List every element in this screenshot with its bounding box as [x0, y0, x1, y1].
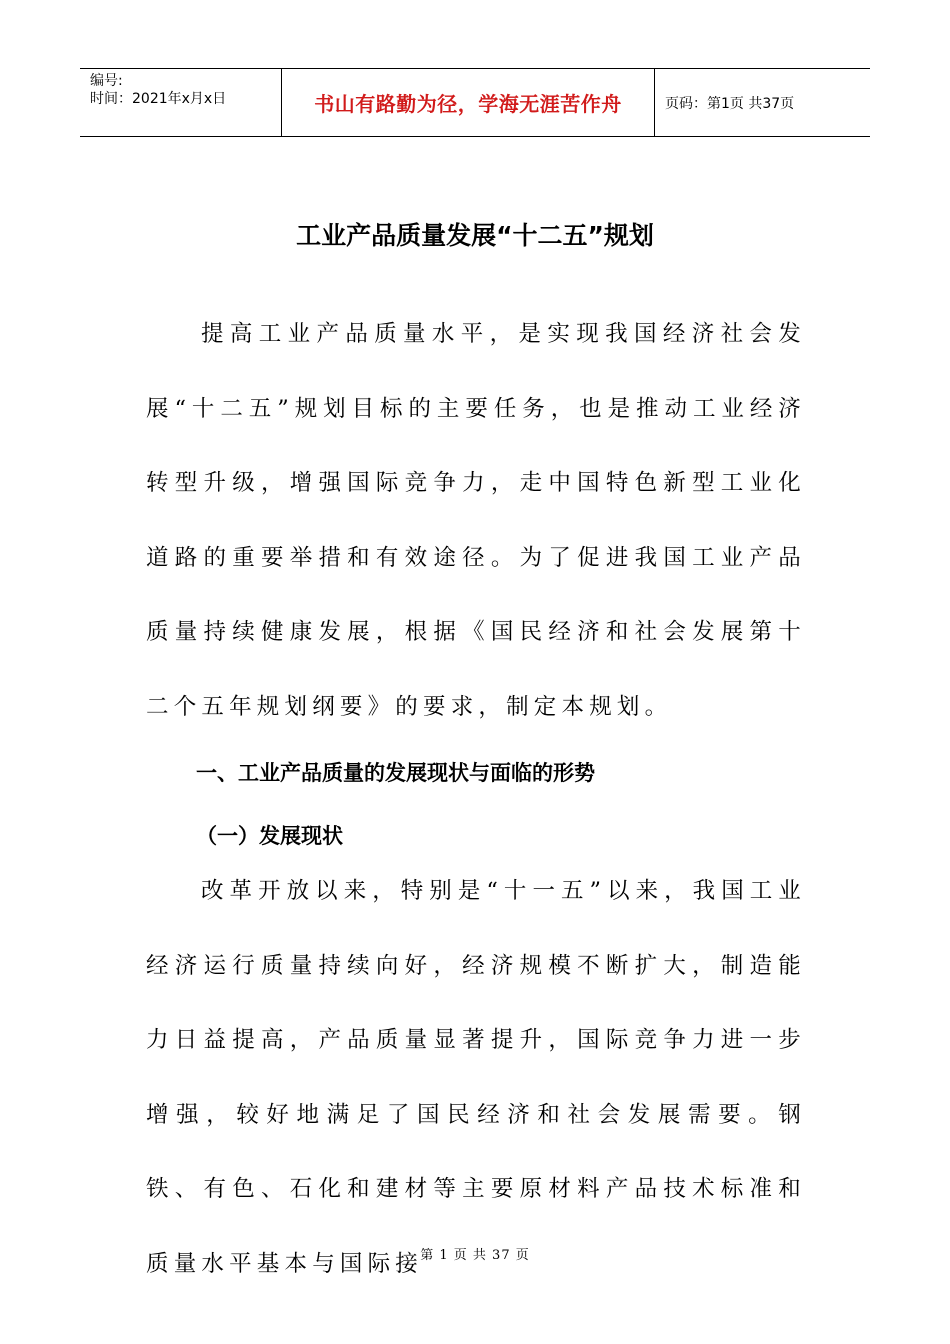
header-page-cell — [655, 69, 870, 136]
subsection-paragraph: 改革开放以来，特别是“十一五”以来，我国工业经济运行质量持续向好，经济规模不断扩大，制造能力日益提高，产品质量显著提升，国际竞争力进一步增强，较好地满足了国民经济和社会发展需要。钢铁、有色、石化和建材等主要原材料产品技术标准和质量水平基本与国际接 — [146, 878, 806, 1277]
header-meta-cell — [80, 69, 282, 136]
header-motto-cell — [282, 69, 655, 136]
intro-paragraph: 提高工业产品质量水平，是实现我国经济社会发展“十二五”规划目标的主要任务，也是推动工业经济转型升级，增强国际竞争力，走中国特色新型工业化道路的重要举措和有效途径。为了促进我国工业产品质量持续健康发展，根据《国民经济和社会发展第十二个五年规划纲要》的要求，制定本规划。 — [146, 321, 806, 720]
header-page-number: 页码：第1页 共37页 — [665, 95, 795, 112]
header-motto: 书山有路勤为径，学海无涯苦作舟 — [314, 92, 622, 116]
section-heading: 一、工业产品质量的发展现状与面临的形势 — [196, 761, 595, 785]
document-title: 工业产品质量发展“十二五”规划 — [296, 221, 654, 250]
subsection-heading: （一）发展现状 — [196, 824, 343, 848]
document-time-label: 时间：2021年x月x日 — [90, 91, 227, 107]
page-footer: 第 1 页 共 37 页 — [420, 1248, 530, 1263]
document-number-label: 编号: — [90, 73, 123, 89]
page-header — [80, 68, 870, 137]
